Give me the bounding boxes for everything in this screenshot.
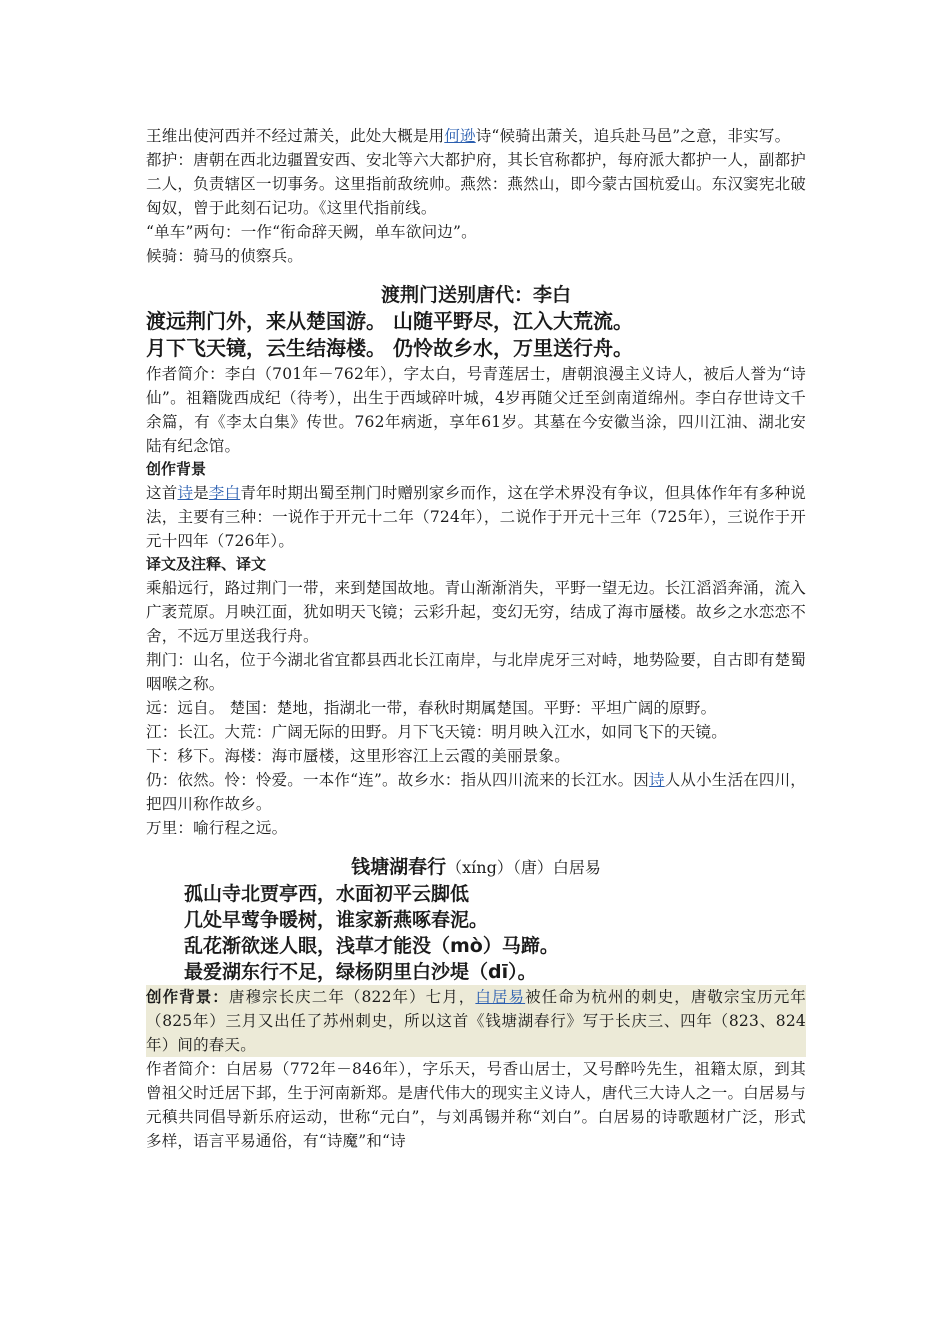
- poem1-translation: 乘船远行，路过荆门一带，来到楚国故地。青山渐渐消失，平野一望无边。长江滔滔奔涌，流入广袤荒原。月映江面，犹如明天飞镜；云彩升起，变幻无穷，结成了海市蜃楼。故乡之水恋恋不舍，不远万里送我行舟。: [146, 579, 806, 645]
- poem2-line: 几处早莺争暖树，谁家新燕啄春泥。: [184, 909, 489, 931]
- poem1-note: 江：长江。大荒：广阔无际的田野。月下飞天镜：明月映入江水，如同飞下的天镜。: [146, 723, 727, 741]
- link-bai-juyi[interactable]: 白居易: [475, 988, 526, 1006]
- paragraph-xiaoguan-note: 王维出使河西并不经过萧关，此处大概是用何逊诗“候骑出萧关，追兵赴马邑”之意，非实写。: [146, 127, 791, 145]
- poem2-background: 创作背景：唐穆宗长庆二年（822年）七月，白居易被任命为杭州的刺史，唐敬宗宝历元年（825年）三月又出任了苏州刺史，所以这首《钱塘湖春行》写于长庆三、四年（823、824年）间的春天。: [146, 985, 806, 1057]
- link-shi-2[interactable]: 诗: [648, 771, 665, 789]
- poem1-background: 这首诗是李白青年时期出蜀至荆门时赠别家乡而作，这在学术界没有争议，但具体作年有多种说法，主要有三种：一说作于开元十二年（724年），二说作于开元十三年（725年），三说作于开元十四年（726年）。: [146, 484, 807, 550]
- document-content: [146, 124, 806, 1153]
- poem2-line: 孤山寺北贾亭西，水面初平云脚低: [184, 883, 470, 905]
- poem1-line: 月下飞天镜，云生结海楼。 仍怜故乡水，万里送行舟。: [146, 336, 633, 360]
- poem2-line: 乱花渐欲迷人眼，浅草才能没（mò）马蹄。: [184, 935, 559, 957]
- poem2-author-intro: 作者简介：白居易（772年－846年），字乐天，号香山居士，又号醉吟先生，祖籍太原，到其曾祖父时迁居下邽，生于河南新郑。是唐代伟大的现实主义诗人，唐代三大诗人之一。白居易与元稹共同倡导新乐府运动，世称“元白”，与刘禹锡并称“刘白”。白居易的诗歌题材广泛，形式多样，语言平易通俗，有“诗魔”和“诗: [146, 1060, 806, 1150]
- poem1-translation-heading: 译文及注释、译文: [146, 555, 267, 573]
- poem1-author-intro: 作者简介：李白（701年－762年），字太白，号青莲居士，唐朝浪漫主义诗人，被后人誉为“诗仙”。祖籍陇西成纪（待考），出生于西域碎叶城，4岁再随父迁至剑南道绵州。李白存世诗文千余篇，有《李太白集》传世。762年病逝，享年61岁。其墓在今安徽当涂，四川江油、湖北安陆有纪念馆。: [146, 365, 806, 455]
- poem2-line: 最爱湖东行不足，绿杨阴里白沙堤（dī）。: [184, 961, 537, 983]
- paragraph-duhu-note: 都护：唐朝在西北边疆置安西、安北等六大都护府，其长官称都护，每府派大都护一人，副都护二人，负责辖区一切事务。这里指前敌统帅。燕然：燕然山，即今蒙古国杭爱山。东汉窦宪北破匈奴，曾于此刻石记功。《这里代指前线。: [146, 151, 806, 217]
- poem1-title: 渡荆门送别唐代：李白: [380, 284, 571, 306]
- link-shi[interactable]: 诗: [177, 484, 194, 502]
- paragraph-danche-note: “单车”两句：一作“衔命辞天阙，单车欲问边”。: [146, 223, 477, 241]
- poem1-line: 渡远荆门外，来从楚国游。 山随平野尽，江入大荒流。: [146, 309, 633, 333]
- poem1-note: 仍：依然。怜：怜爱。一本作“连”。故乡水：指从四川流来的长江水。因诗人从小生活在四川，把四川称作故乡。: [146, 771, 806, 813]
- poem1-note: 远：远自。 楚国：楚地，指湖北一带，春秋时期属楚国。平野：平坦广阔的原野。: [146, 699, 717, 717]
- poem1-note: 下：移下。海楼：海市蜃楼，这里形容江上云霞的美丽景象。: [146, 747, 570, 765]
- link-he-xun[interactable]: 何逊: [444, 127, 476, 145]
- poem1-note: 万里：喻行程之远。: [146, 819, 288, 837]
- poem1-note: 荆门：山名，位于今湖北省宜都县西北长江南岸，与北岸虎牙三对峙，地势险要，自古即有楚蜀咽喉之称。: [146, 651, 806, 693]
- link-li-bai[interactable]: 李白: [208, 484, 241, 502]
- poem1-background-heading: 创作背景: [146, 460, 207, 478]
- paragraph-houqi-note: 候骑：骑马的侦察兵。: [146, 247, 304, 265]
- poem2-title: 钱塘湖春行（xíng）（唐）白居易: [351, 856, 601, 878]
